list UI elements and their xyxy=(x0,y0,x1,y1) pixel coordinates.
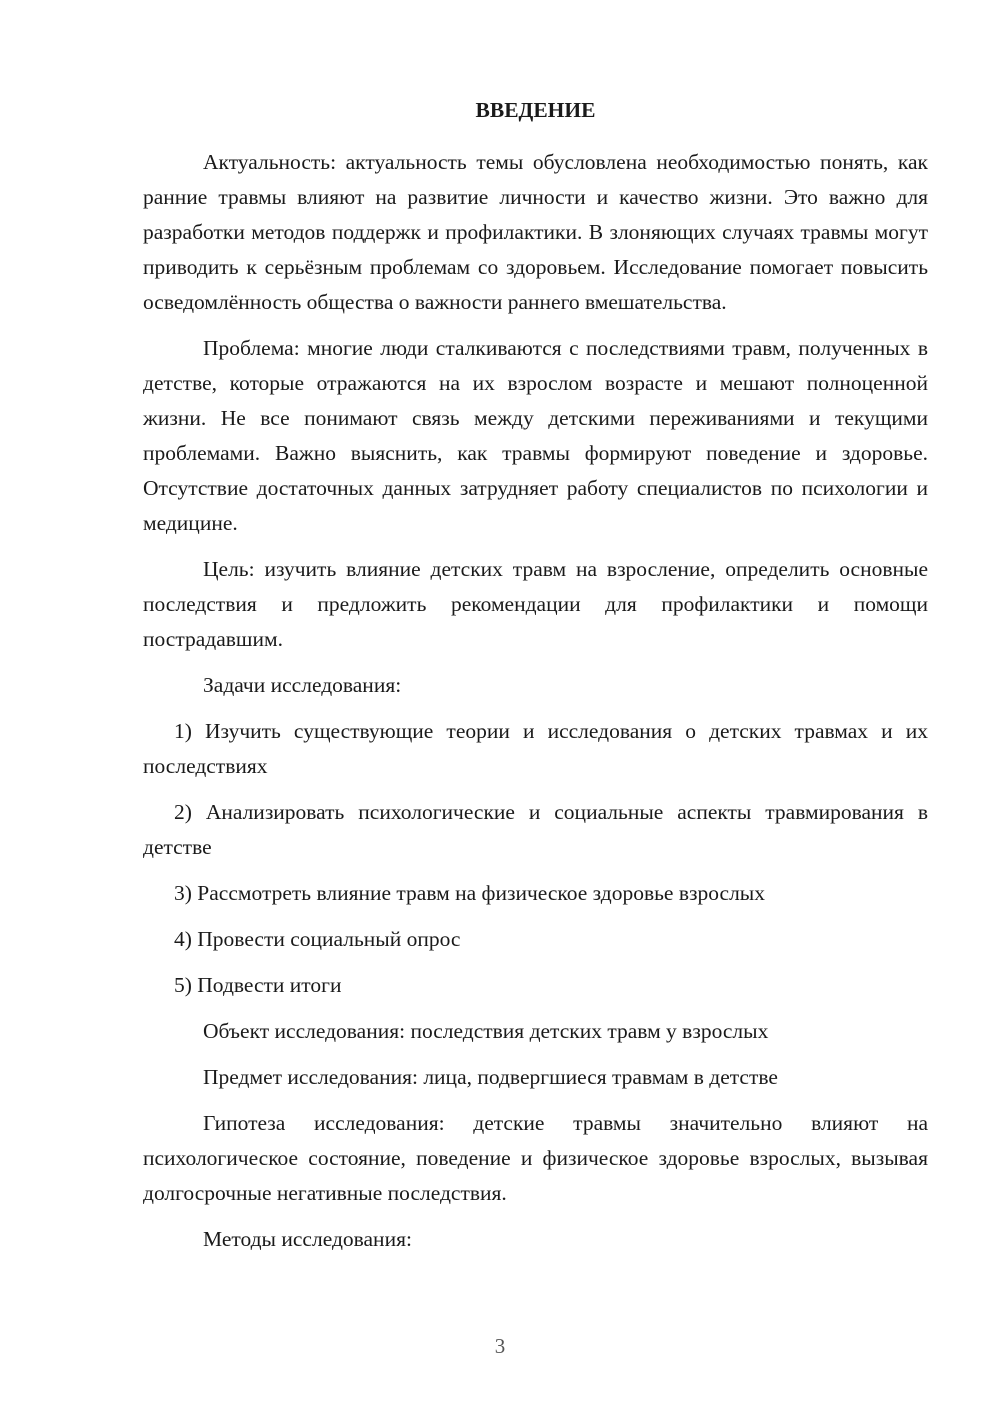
paragraph-problem: Проблема: многие люди сталкиваются с последствиями травм, полученных в детстве, которые отражаются на их взрослом возрасте и мешают полноценной жизни. Не все понимают связь между детскими переживаниями и текущими проблемами. Важно выяснить, как травмы формируют поведение и здоровье. Отсутствие достаточных данных затрудняет работу специалистов по психологии и медицине. xyxy=(143,336,928,535)
task-item-5: 5) Подвести итоги xyxy=(174,973,342,997)
paragraph-goal: Цель: изучить влияние детских травм на взросление, определить основные последствия и предложить рекомендации для профилактики и помощи пострадавшим. xyxy=(143,557,928,651)
task-item-4: 4) Провести социальный опрос xyxy=(174,927,461,951)
paragraph-relevance: Актуальность: актуальность темы обусловлена необходимостью понять, как ранние травмы влияют на развитие личности и качество жизни. Это важно для разработки методов поддержк и профилактики. В злоняющих случаях травмы могут приводить к серьёзным проблемам со здоровьем. Исследование помогает повысить осведомлённость общества о важности раннего вмешательства. xyxy=(143,150,928,314)
paragraph-hypothesis: Гипотеза исследования: детские травмы значительно влияют на психологическое состояние, поведение и физическое здоровье взрослых, вызывая долгосрочные негативные последствия. xyxy=(143,1111,928,1205)
paragraph-subject: Предмет исследования: лица, подвергшиеся травмам в детстве xyxy=(203,1065,778,1089)
paragraph-tasks-heading: Задачи исследования: xyxy=(203,673,402,697)
page-number: 3 xyxy=(494,1334,506,1358)
section-title: ВВЕДЕНИЕ xyxy=(475,98,596,122)
task-item-2: 2) Анализировать психологические и социальные аспекты травмирования в детстве xyxy=(143,800,928,859)
task-item-3: 3) Рассмотреть влияние травм на физическое здоровье взрослых xyxy=(174,881,765,905)
task-item-1: 1) Изучить существующие теории и исследования о детских травмах и их последствиях xyxy=(143,719,928,778)
paragraph-methods: Методы исследования: xyxy=(203,1227,412,1251)
paragraph-object: Объект исследования: последствия детских травм у взрослых xyxy=(203,1019,769,1043)
page-content xyxy=(143,95,928,1257)
